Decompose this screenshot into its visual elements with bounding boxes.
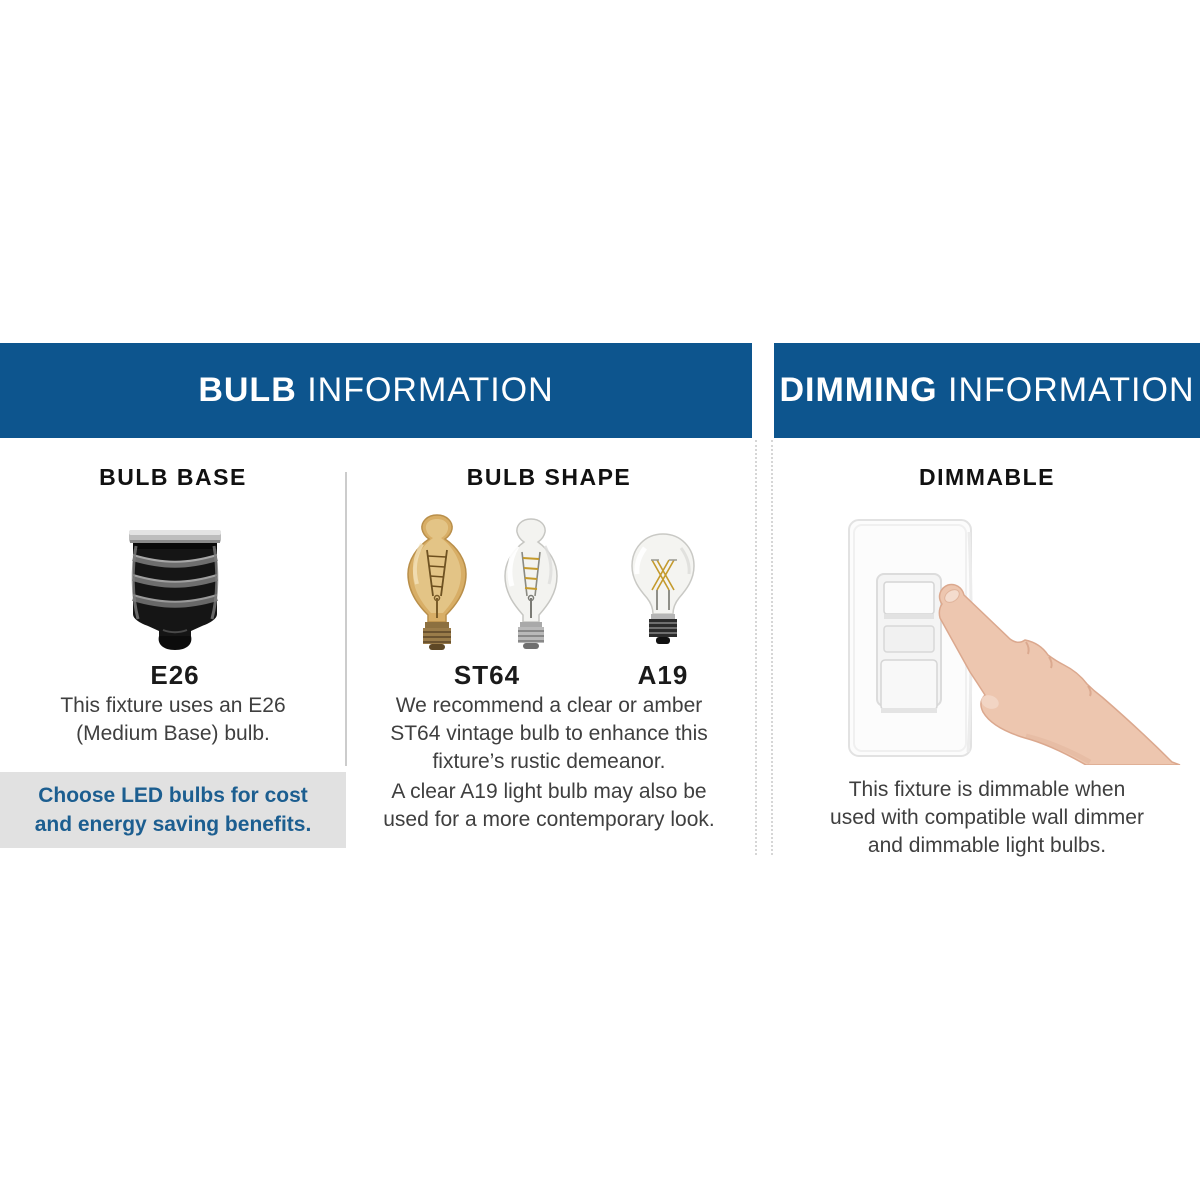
clear-st64-bulb-image bbox=[487, 516, 575, 654]
e26-label: E26 bbox=[150, 660, 200, 690]
bulb-base-heading: BULB BASE bbox=[99, 464, 247, 490]
dimmer-switch-with-hand-image bbox=[840, 512, 1190, 765]
bulb-information-banner bbox=[0, 343, 752, 438]
clear-a19-bulb-image bbox=[623, 530, 703, 658]
bulb-shape-alternative: A clear A19 light bulb may also be used for a more contemporary look. bbox=[383, 780, 715, 831]
dimmable-heading: DIMMABLE bbox=[919, 464, 1055, 490]
a19-label: A19 bbox=[637, 660, 689, 690]
banner-regular-word: INFORMATION bbox=[948, 371, 1195, 409]
dimming-information-banner bbox=[774, 343, 1200, 438]
st64-label: ST64 bbox=[453, 660, 521, 690]
led-tip-box: Choose LED bulbs for cost and energy saving benefits. bbox=[0, 772, 346, 848]
bulb-shape-recommendation: We recommend a clear or amber ST64 vintage bulb to enhance this fixture’s rustic demeanor. bbox=[390, 694, 708, 773]
section-divider-dotted-right bbox=[771, 440, 773, 855]
column-divider-line bbox=[345, 472, 347, 766]
e26-base-image bbox=[113, 526, 237, 656]
amber-st64-bulb-image bbox=[389, 512, 485, 654]
banner-bold-word: DIMMING bbox=[779, 371, 938, 409]
dimmable-description: This fixture is dimmable when used with compatible wall dimmer and dimmable light bulbs. bbox=[830, 778, 1144, 857]
section-divider-dotted-left bbox=[755, 440, 757, 855]
banner-bold-word: BULB bbox=[198, 371, 297, 409]
bulb-base-description: This fixture uses an E26 (Medium Base) bulb. bbox=[60, 694, 286, 745]
bulb-shape-heading: BULB SHAPE bbox=[466, 464, 632, 490]
banner-regular-word: INFORMATION bbox=[307, 371, 554, 409]
